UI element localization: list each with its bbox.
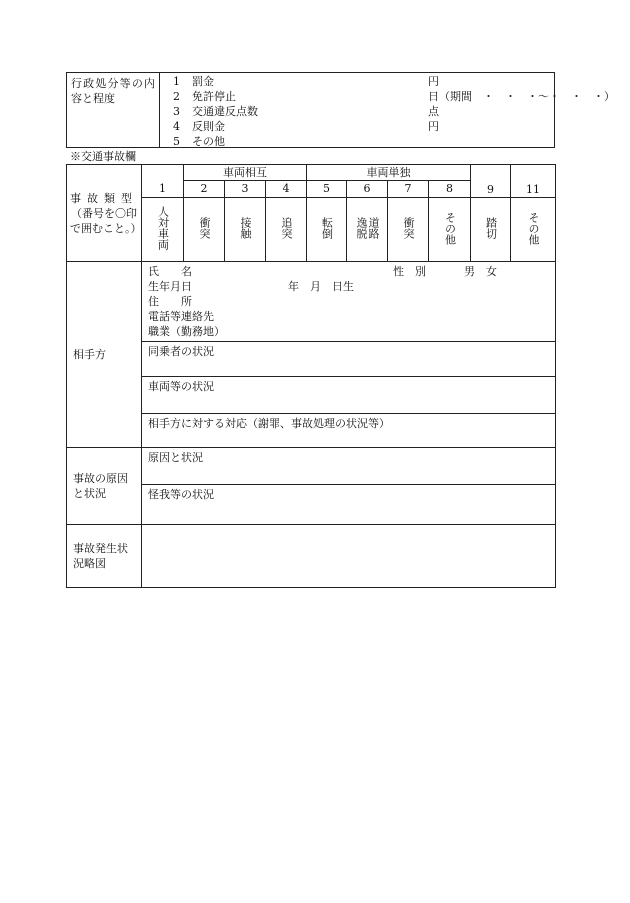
type-number-9: 9	[471, 165, 511, 198]
type-name-2[interactable]: 衝突	[184, 198, 225, 262]
sketch-area[interactable]	[142, 525, 556, 588]
type-name-9[interactable]: 踏切	[471, 198, 511, 262]
injury-field[interactable]: 怪我等の状況	[142, 485, 556, 525]
type-name-6[interactable]: 道路逸脱	[347, 198, 388, 262]
accident-type-label: 事故類型 （番号を〇印で囲むこと。）	[67, 165, 142, 262]
passengers-field[interactable]: 同乗者の状況	[142, 342, 556, 377]
phone-label: 電話等連絡先	[148, 310, 214, 323]
other-party-info[interactable]	[142, 262, 556, 342]
dob-values: 年 月 日生	[288, 280, 354, 293]
response-field[interactable]: 相手方に対する対応（謝罪、事故処理の状況等）	[142, 414, 556, 448]
sketch-label: 事故発生状況略図	[67, 525, 142, 588]
type-name-4[interactable]: 追突	[266, 198, 307, 262]
type-number-3: 3	[225, 181, 266, 198]
cause-label: 事故の原因と状況	[67, 448, 142, 525]
sex-label: 性 別	[393, 265, 426, 278]
type-name-8[interactable]: その他	[429, 198, 471, 262]
name-label: 氏 名	[148, 265, 192, 278]
sex-values: 男 女	[464, 265, 497, 278]
accident-section-note: ※交通事故欄	[70, 150, 136, 163]
group-single: 車両単独	[307, 165, 471, 181]
type-number-7: 7	[388, 181, 429, 198]
address-label: 住 所	[148, 295, 192, 308]
type-number-5: 5	[307, 181, 347, 198]
type-number-2: 2	[184, 181, 225, 198]
other-party-label: 相手方	[67, 262, 142, 448]
accident-table	[66, 164, 556, 588]
type-number-1: 1	[142, 165, 184, 198]
type-name-5[interactable]: 転倒	[307, 198, 347, 262]
type-number-4: 4	[266, 181, 307, 198]
type-name-7[interactable]: 衝突	[388, 198, 429, 262]
type-number-8: 8	[429, 181, 471, 198]
vehicle-field[interactable]: 車両等の状況	[142, 377, 556, 414]
dob-label: 生年月日	[148, 280, 192, 293]
type-name-3[interactable]: 接触	[225, 198, 266, 262]
type-name-11[interactable]: その他	[511, 198, 556, 262]
type-number-11: 11	[511, 165, 556, 198]
penalty-items: 1 罰金 円 2 免許停止 日 （期間 ・ ・ ・～・ ・ ・） 3 交通違反点数 点 4 反則金 円 5 その他	[160, 73, 555, 148]
type-name-1[interactable]: 人対車両	[142, 198, 184, 262]
group-mutual: 車両相互	[184, 165, 307, 181]
cause-reason-field[interactable]: 原因と状況	[142, 448, 556, 485]
penalty-table	[66, 72, 615, 148]
work-label: 職業（勤務地）	[148, 325, 225, 338]
penalty-label: 行政処分等の内容と程度	[67, 73, 160, 148]
type-number-6: 6	[347, 181, 388, 198]
